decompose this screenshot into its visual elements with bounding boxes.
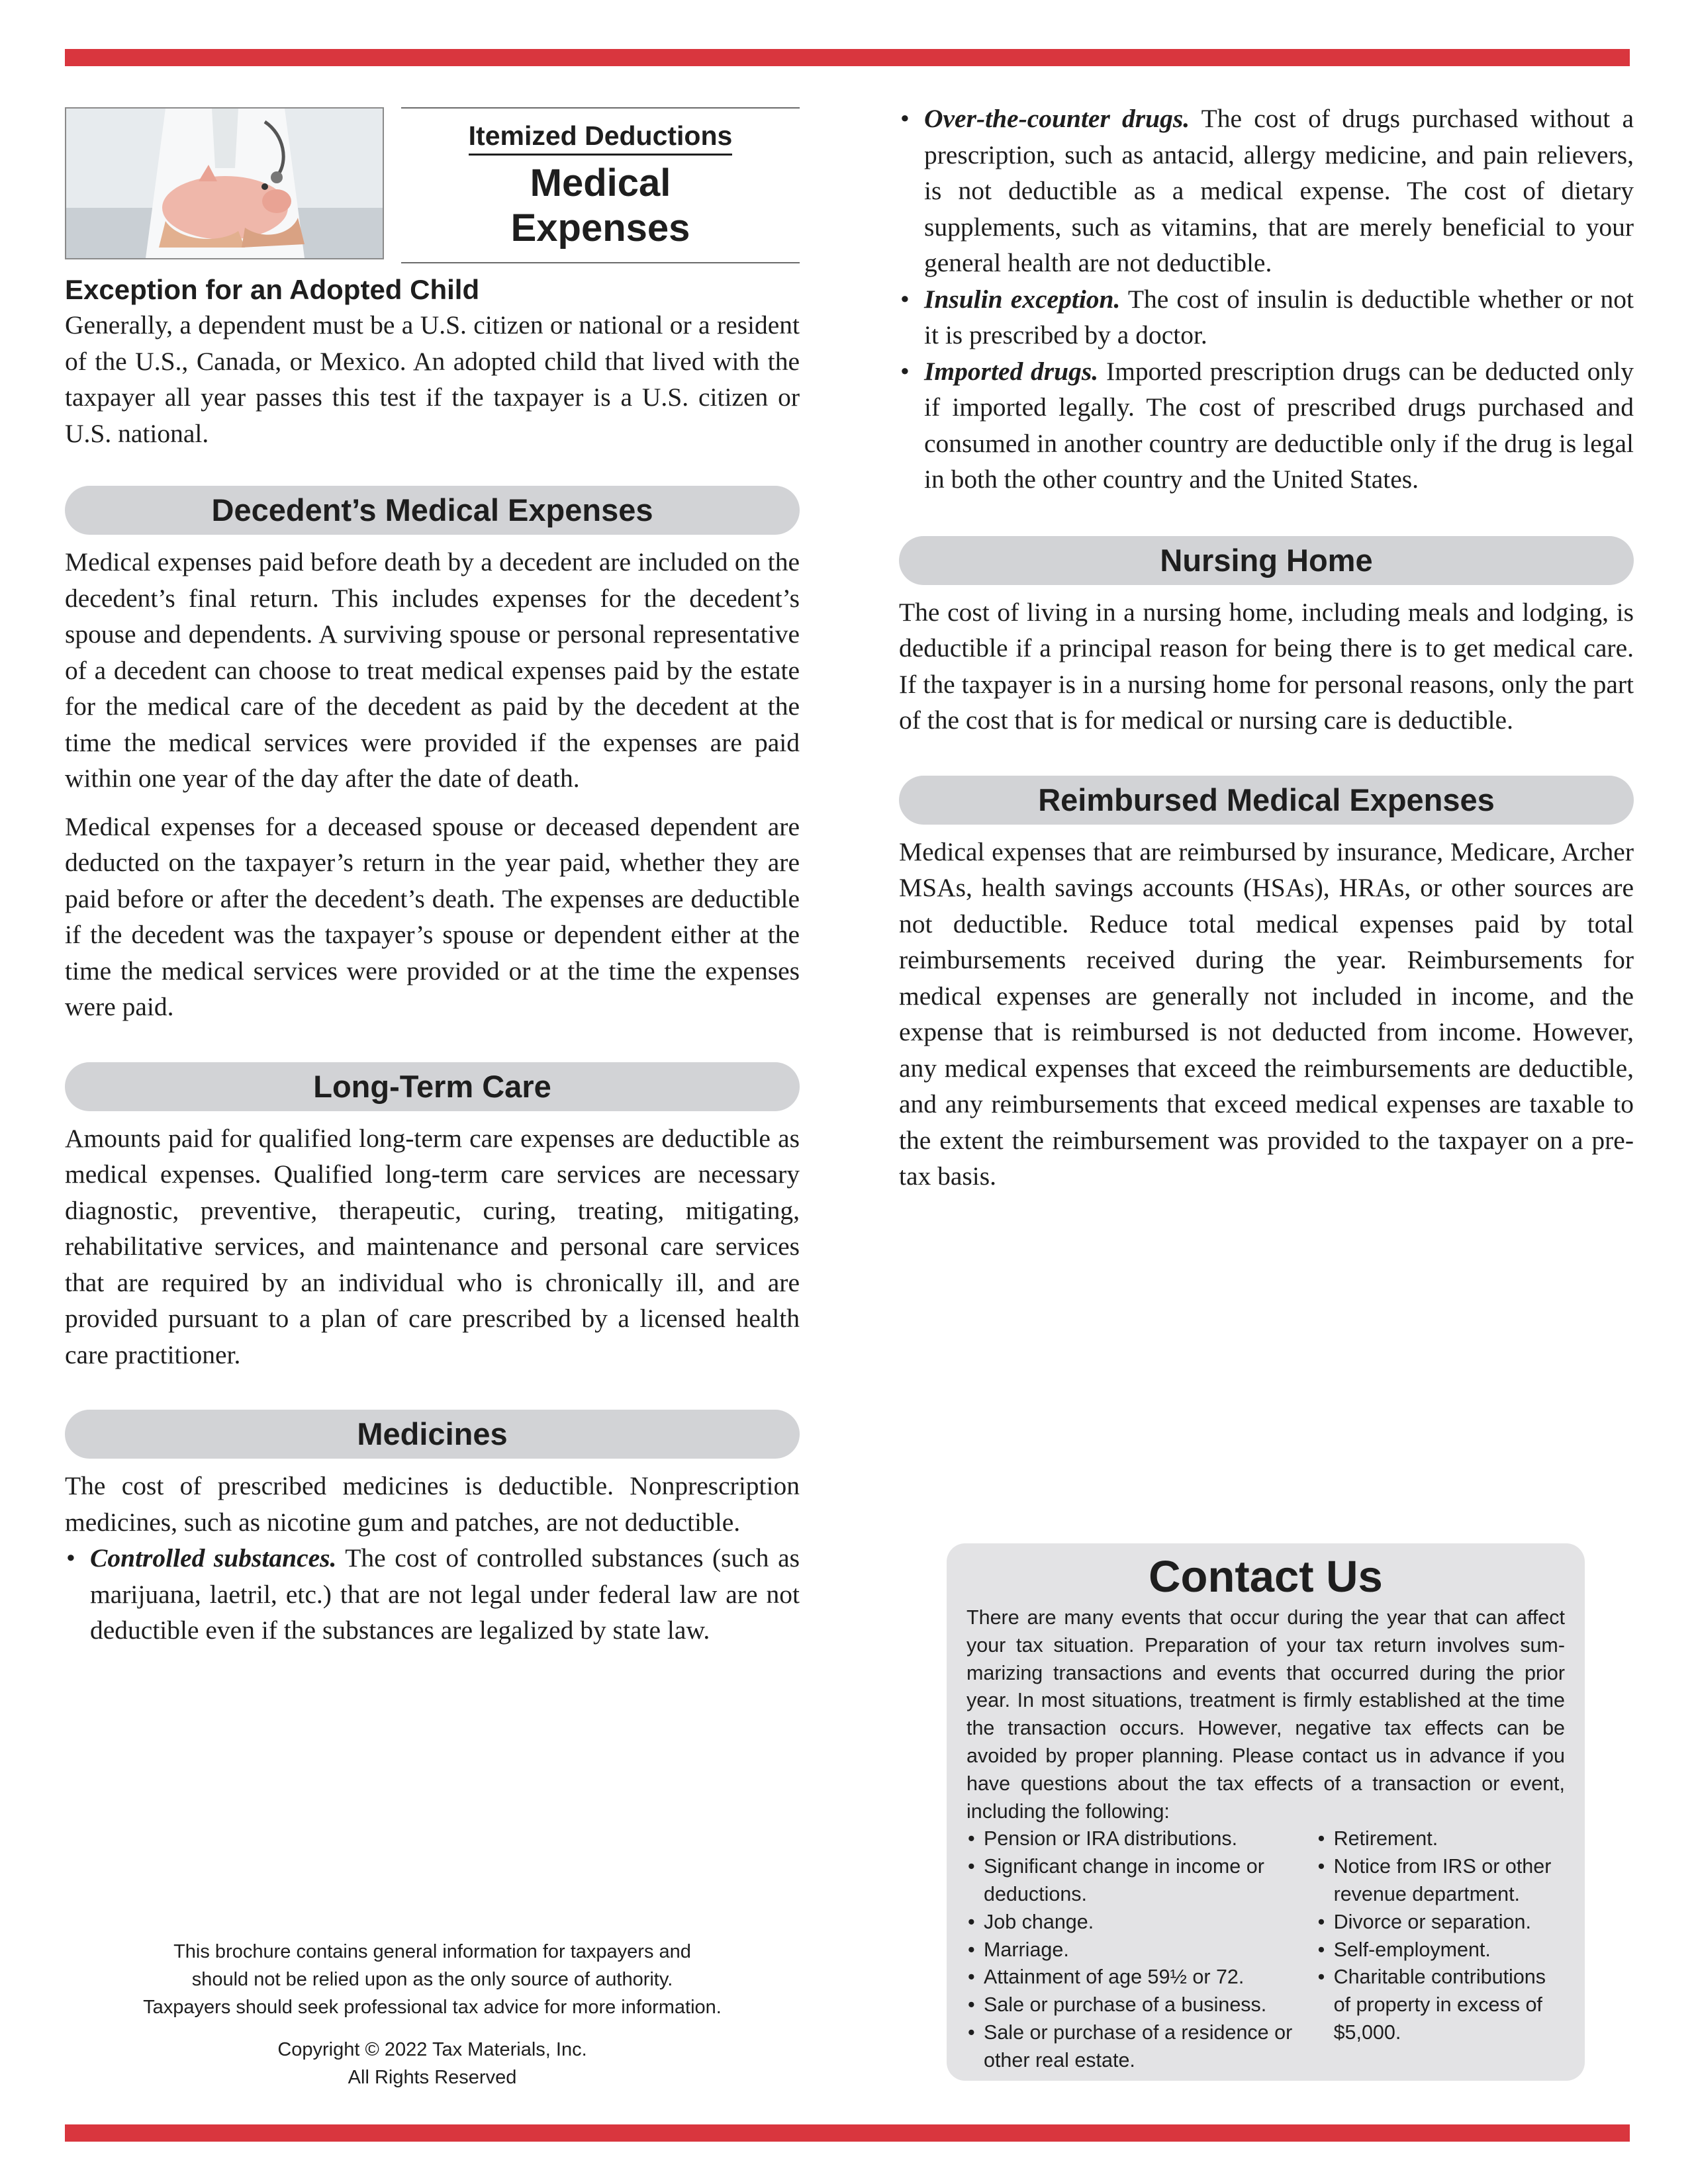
decedent-paragraph-2: Medical expenses for a deceased spouse or deceased dependent are deducted on the taxpayer’s return in the year paid, whether they are paid before or after the decedent’s death. The expenses are deductible if the decedent was the taxpayer’s spouse or dependent either at the time the medical services were provided or at the time the expenses were paid. [65,811,800,1021]
copyright-line: Copyright © 2022 Tax Materials, Inc. [277,2039,587,2060]
list-item [899,281,1634,353]
nursing-home-text: The cost of living in a nursing home, including meals and lodging, is deductible if a principal reason for being there is to get medical care. If the taxpayer is in a nursing home for personal reasons, only the part of the cost that is for medical or nursing care is deductible. [899,597,1634,735]
list-item: • Attainment of age 59½ or 72. [966,1964,1317,1991]
disclaimer-line: should not be relied upon as the only source of authority. [191,1969,673,1990]
decedent-paragraph-1: Medical expenses paid before death by a decedent are included on the decedent’s final return. This includes expenses for the decedent’s spouse and dependents. A surviving spouse or personal representative of a decedent can choose to treat medical expenses paid by the estate for the medical care of the decedent as paid by the decedent at the time the medical services were provided if the expenses are paid within one year of the day after the date of death. [65,547,800,793]
medicines-list-left [65,1540,800,1649]
contact-us-box [947,1543,1585,2081]
contact-list-right [1317,1825,1565,2074]
list-item: • Retirement. [1317,1825,1565,1853]
nursing-home-heading: Nursing Home [899,536,1634,585]
list-item: • Job change. [966,1909,1317,1936]
contact-lists [966,1825,1565,2074]
contact-intro: There are many events that occur during the year that can affect your tax situation. Preparation of your tax return involves summarizing transactions and events that occurred during the prior year. In most situations, treatment is firmly established at the time the transaction occurs. However, negative tax effects can be avoided by proper planning. Please contact us in advance if you have questions about the tax effects of a transaction or event, including the following: [966,1606,1565,1823]
bullet-lead: Controlled substances. [90,1543,337,1572]
bullet-text: The cost of insulin is deductible whether or not it is prescribed by a doctor. [924,284,1634,349]
list-item: • Sale or purchase of a business. [966,1991,1317,2019]
list-item: • Notice from IRS or other revenue department. [1317,1853,1565,1909]
bullet-lead: Over-the-counter drugs. [924,104,1190,133]
piggy-bank-icon [66,109,383,258]
contact-list-left [966,1825,1317,2074]
contact-us-heading: Contact Us [1149,1552,1383,1602]
disclaimer-line: This brochure contains general information for taxpayers and [173,1941,691,1962]
bullet-text: The cost of controlled substances (such as marijuana, laetril, etc.) that are not legal under federal law are not deductible even if the substances are legalized by state law. [90,1543,800,1645]
brochure-header [65,99,800,265]
bullet-text: Imported prescription drugs can be deducted only if imported legally. The cost of prescribed drugs purchased and consumed in another country are deductible only if the drug is legal in both the other country and the United States. [924,356,1634,494]
list-item: • Significant change in income or deductions. [966,1853,1317,1909]
main-title-line1: Medical [530,161,671,205]
adopted-child-heading: Exception for an Adopted Child [65,274,480,305]
disclaimer-line: Taxpayers should seek professional tax advice for more information. [143,1997,722,2018]
list-item: • Divorce or separation. [1317,1909,1565,1936]
kicker-title: Itemized Deductions [469,120,733,156]
list-item [899,353,1634,498]
medicines-list-right [899,101,1634,498]
bullet-text: The cost of drugs purchased without a prescription, such as antacid, allergy medicine, and pain relievers, is not deductible as a medical expense. The cost of dietary supplements, such as vitamins, that are merely beneficial to your general health are not deductible. [924,104,1634,277]
medicines-heading: Medicines [65,1410,800,1459]
list-item: • Sale or purchase of a residence or other real estate. [966,2019,1317,2075]
copyright-line: All Rights Reserved [348,2067,517,2088]
main-title-line2: Expenses [510,206,690,250]
long-term-care-heading: Long-Term Care [65,1062,800,1111]
medicines-text: The cost of prescribed medicines is deductible. Nonprescription medicines, such as nicotine gum and patches, are not deductible. [65,1471,800,1537]
bullet-lead: Imported drugs. [924,356,1099,386]
bottom-accent-bar [65,2124,1630,2142]
bullet-lead: Insulin exception. [924,284,1121,314]
list-item [65,1540,800,1649]
reimbursed-heading: Reimbursed Medical Expenses [899,776,1634,825]
left-column [65,99,800,1649]
list-item: • Self-employment. [1317,1936,1565,1964]
right-column [899,101,1634,1206]
hands-holding-piggy-bank-image [65,107,384,259]
adopted-child-text: Generally, a dependent must be a U.S. citizen or national or a resident of the U.S., Canada, or Mexico. An adopted child that lived with the taxpayer all year passes this test if the taxpayer is a U.S. citizen or U.S. national. [65,310,800,448]
list-item: • Marriage. [966,1936,1317,1964]
list-item: • Charitable contributions of property in excess of $5,000. [1317,1964,1565,2046]
top-accent-bar [65,49,1630,66]
title-block [401,107,800,263]
long-term-care-text: Amounts paid for qualified long-term care expenses are deductible as medical expenses. Qualified long-term care services are necessary diagnostic, preventive, therapeutic, curing, treating, mitigating, rehabilitative services, and maintenance and personal care services that are required by an individual who is chronically ill, and are provided pursuant to a plan of care prescribed by a licensed health care practitioner. [65,1123,800,1369]
disclaimer [65,1938,800,2091]
decedent-heading: Decedent’s Medical Expenses [65,486,800,535]
list-item: • Pension or IRA distributions. [966,1825,1317,1853]
list-item [899,101,1634,281]
reimbursed-text: Medical expenses that are reimbursed by insurance, Medicare, Archer MSAs, health savings accounts (HSAs), HRAs, or other sources are not deductible. Reduce total medical expenses paid by total reimbursements received during the year. Reimbursements for medical expenses are generally not included in income, and the expense that is reimbursed is not deducted from income. However, any medical expenses that exceed the reimbursements are deductible, and any reimbursements that exceed medical expenses are taxable to the extent the reimbursement was provided to the taxpayer on a pre-tax basis. [899,837,1634,1191]
